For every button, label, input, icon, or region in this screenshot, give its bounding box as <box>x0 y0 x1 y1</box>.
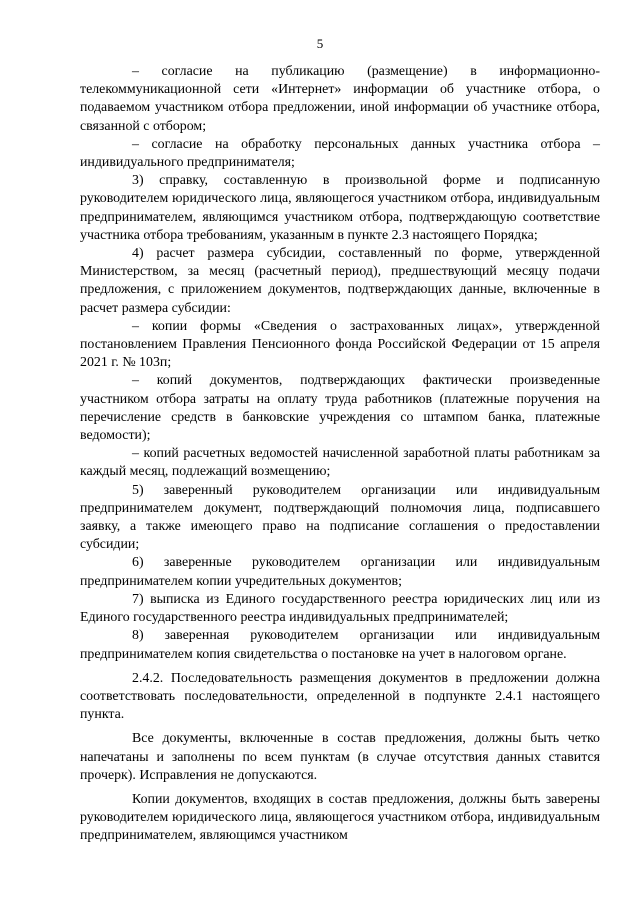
paragraph-consent-publication: – согласие на публикацию (размещение) в информационно-телекоммуникационной сети «Интернет» информации об участнике отбора, о подаваемом участником отбора предложении, иной информации об участнике отбора, связанной с отбором; <box>80 64 600 134</box>
paragraph-item-8: 8) заверенная руководителем организации или индивидуальным предпринимателем копия свидетельства о постановке на учет в налоговом органе. <box>80 628 600 662</box>
paragraph-item-3: 3) справку, составленную в произвольной форме и подписанную руководителем юридического лица, являющегося участником отбора, индивидуальным предпринимателем, являющимся участником отбора, подтверждающую соответствие участника отбора требованиям, указанным в пункте 2.3 настоящего Порядка; <box>80 173 600 243</box>
paragraph-labor-costs: – копий документов, подтверждающих фактически произведенные участником отбора затраты на оплату труда работников (платежные поручения на перечисление средств в банковские учреждения со штампом банка, платежные ведомости); <box>80 373 600 444</box>
paragraph-consent-personal-data: – согласие на обработку персональных данных участника отбора – индивидуального предпринимателя; <box>80 136 600 171</box>
paragraph-item-4: 4) расчет размера субсидии, составленный по форме, утвержденной Министерством, за месяц (расчетный период), предшествующий месяцу подачи предложения, с приложением документов, подтверждающих данные, включенные в расчет размера субсидии: <box>80 246 600 316</box>
paragraph-item-5: 5) заверенный руководителем организации или индивидуальным предпринимателем документ, подтверждающий полномочия лица, подписавшего заявку, а также имеющего право на подписание соглашения о предоставлении субсидии; <box>80 482 600 553</box>
paragraph-item-6: 6) заверенные руководителем организации или индивидуальным предпринимателем копии учредительных документов; <box>80 555 600 589</box>
paragraph-insured-persons: – копии формы «Сведения о застрахованных лицах», утвержденной постановлением Правления Пенсионного фонда Российской Федерации от 15 апреля 2021 г. № 103п; <box>80 318 600 371</box>
page-number: 5 <box>316 36 324 51</box>
paragraph-payroll-sheets: – копий расчетных ведомостей начисленной заработной платы работникам за каждый месяц, подлежащий возмещению; <box>80 446 600 480</box>
paragraph-copies-certified: Копии документов, входящих в состав предложения, должны быть заверены руководителем юридического лица, являющегося участником отбора, индивидуальным предпринимателем, являющимся участником <box>80 791 600 844</box>
body-text <box>80 63 600 846</box>
paragraph-2-4-2: 2.4.2. Последовательность размещения документов в предложении должна соответствовать последовательности, определенной в подпункте 2.4.1 настоящего пункта. <box>80 670 600 723</box>
paragraph-item-7: 7) выписка из Единого государственного реестра юридических лиц или из Единого государственного реестра индивидуальных предпринимателей; <box>80 591 600 626</box>
paragraph-documents-printed: Все документы, включенные в состав предложения, должны быть четко напечатаны и заполнены по всем пунктам (в случае отсутствия данных ставится прочерк). Исправления не допускаются. <box>80 731 600 783</box>
